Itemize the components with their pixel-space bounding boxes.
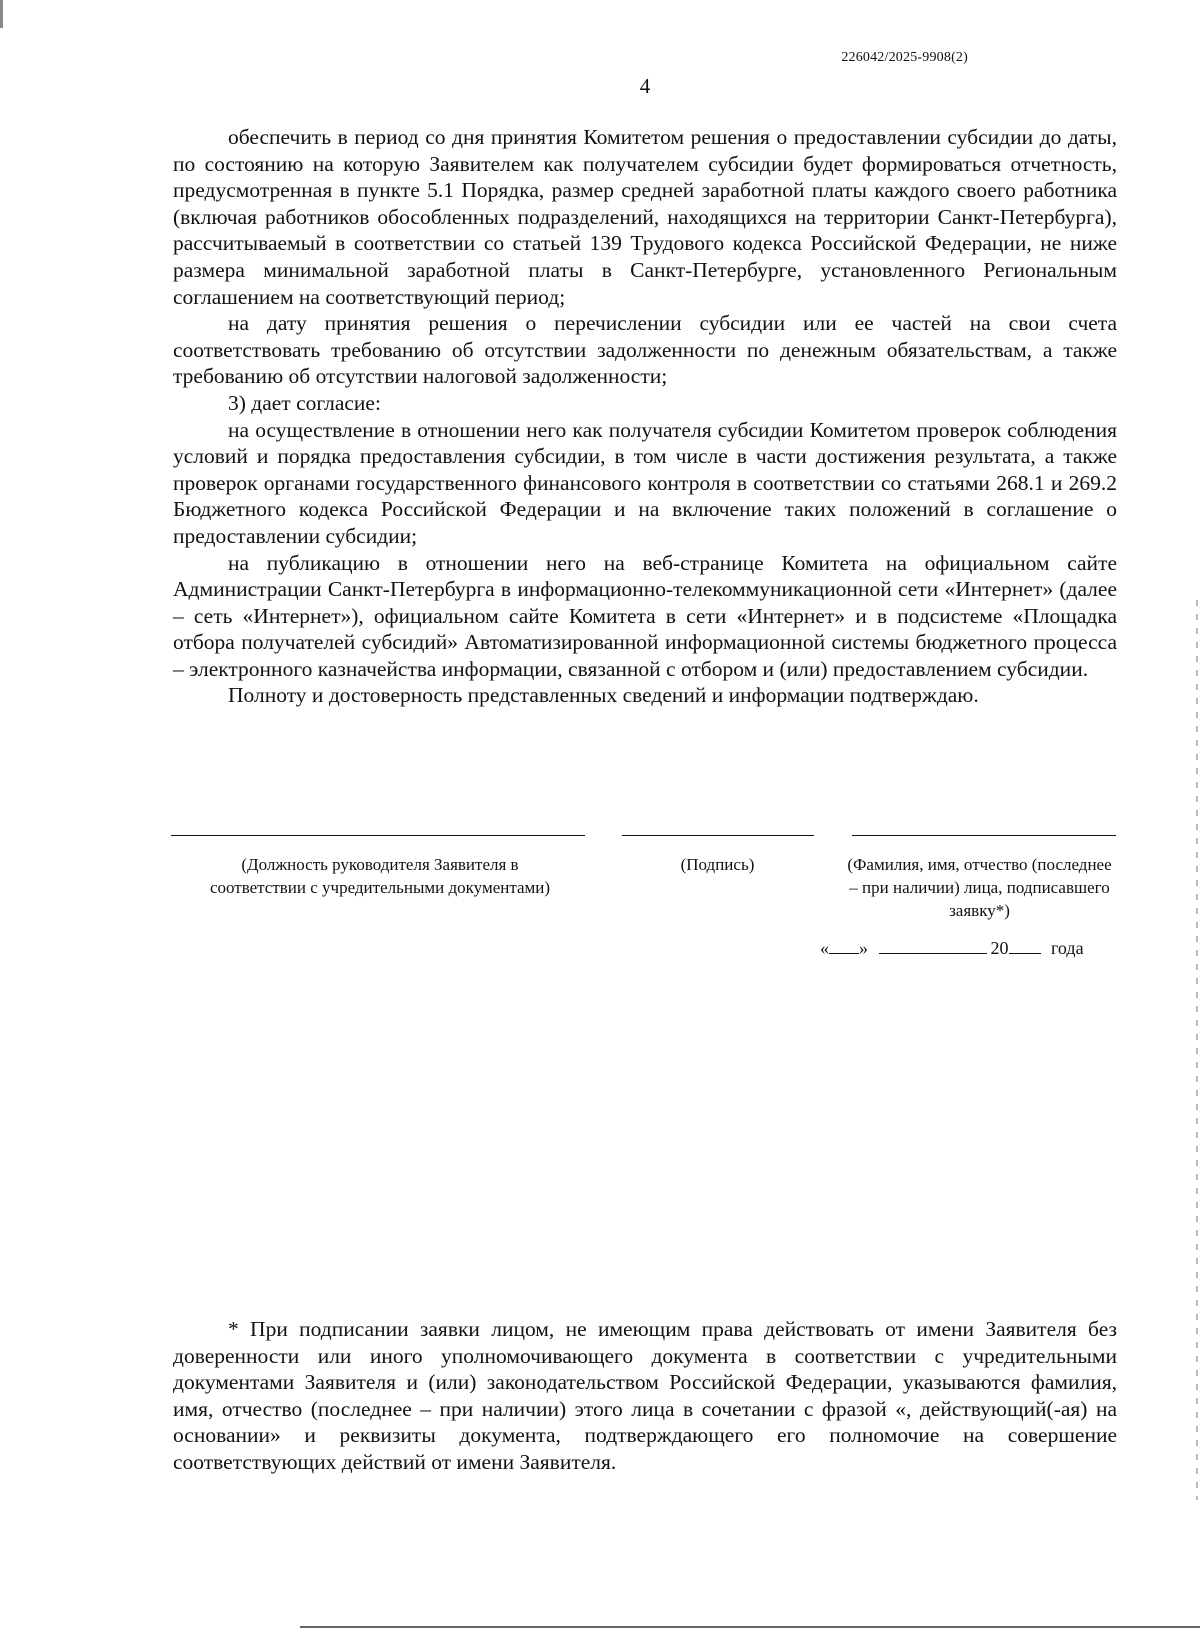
name-signature-line — [852, 835, 1116, 836]
day-blank — [829, 939, 859, 954]
page-number: 4 — [639, 74, 651, 98]
name-caption: (Фамилия, имя, отчество (последнее – при наличии) лица, подписавшего заявку*) — [847, 855, 1112, 920]
paragraph: на публикацию в отношении него на веб-странице Комитета на официальном сайте Администрации Санкт-Петербурга в информационно-телекоммуникационной сети «Интернет» (далее – сеть «Интернет»), официальном сайте Комитета в сети «Интернет» и в подсистеме «Площадка отбора получателей субсидий» Автоматизированной информационной системы бюджетного процесса – электронного казначейства информации, связанной с отбором и (или) предоставлением субсидии. — [173, 550, 1117, 681]
document-body — [173, 124, 1117, 709]
year-suffix: года — [1051, 938, 1084, 958]
footnote: * При подписании заявки лицом, не имеющим права действовать от имени Заявителя без доверенности или иного уполномочивающего документа в соответствии с учредительными документами Заявителя и (или) законодательством Российской Федерации, указываются фамилия, имя, отчество (последнее – при наличии) этого лица в сочетании с фразой «, действующий(-ая) на основании» и реквизиты документа, подтверждающего его полномочие на совершение соответствующих действий от имени Заявителя. — [173, 1317, 1117, 1474]
signature-caption: (Подпись) — [680, 855, 755, 874]
scan-artifact — [0, 0, 3, 28]
month-blank — [879, 939, 987, 954]
date-line — [820, 938, 1120, 959]
year-prefix: 20 — [990, 938, 1009, 958]
position-caption: (Должность руководителя Заявителя в соответствии с учредительными документами) — [209, 855, 551, 897]
position-signature-line — [171, 835, 585, 836]
date-open-quote: « — [820, 938, 829, 958]
document-number: 226042/2025-9908(2) — [841, 50, 968, 65]
paragraph: 3) дает согласие: — [228, 390, 381, 415]
paragraph: Полноту и достоверность представленных сведений и информации подтверждаю. — [228, 683, 979, 708]
paragraph: на осуществление в отношении него как получателя субсидии Комитетом проверок соблюдения условий и порядка предоставления субсидии, в том числе в части достижения результата, а также проверок органами государственного финансового контроля в соответствии со статьями 268.1 и 269.2 Бюджетного кодекса Российской Федерации и на включение таких положений в соглашение о предоставлении субсидии; — [173, 417, 1117, 548]
year-blank — [1009, 939, 1041, 954]
signature-line — [622, 835, 814, 836]
date-close-quote: » — [859, 938, 868, 958]
scan-artifact — [1196, 600, 1198, 1500]
paragraph: обеспечить в период со дня принятия Комитетом решения о предоставлении субсидии до даты, по состоянию на которую Заявителем как получателем субсидии будет формироваться отчетность, предусмотренная в пункте 5.1 Порядка, размер средней заработной платы каждого своего работника (включая работников обособленных подразделений, находящихся на территории Санкт-Петербурга), рассчитываемый в соответствии со статьей 139 Трудового кодекса Российской Федерации, не ниже размера минимальной заработной платы в Санкт-Петербурге, установленного Региональным соглашением на соответствующий период; — [173, 125, 1117, 309]
paragraph: на дату принятия решения о перечислении субсидии или ее частей на свои счета соответствовать требованию об отсутствии задолженности по денежным обязательствам, а также требованию об отсутствии налоговой задолженности; — [173, 311, 1117, 389]
